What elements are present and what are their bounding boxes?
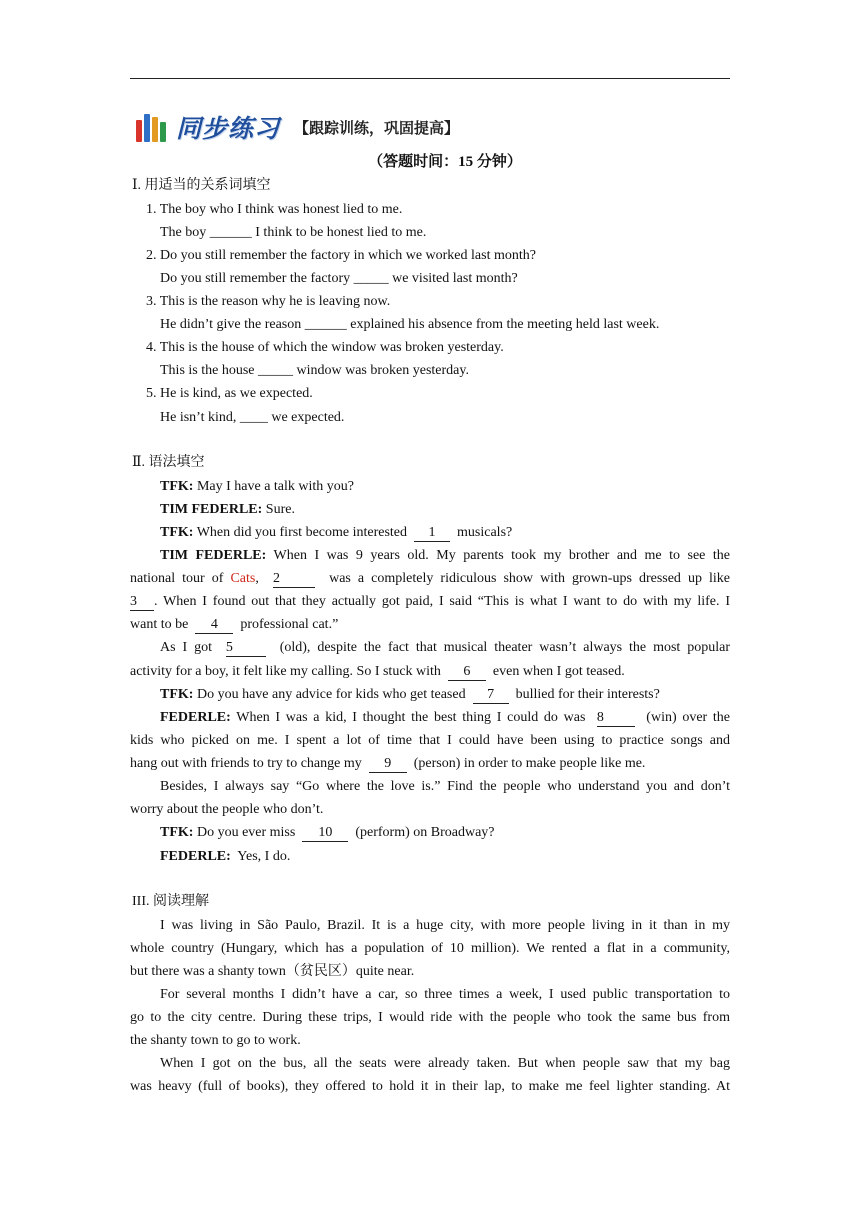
- passage-line: When I got on the bus, all the seats were already taken. But when people saw that my bag: [160, 1056, 730, 1071]
- dialogue-line: FEDERLE: Yes, I do.: [160, 849, 291, 864]
- dialogue-line: TFK: May I have a talk with you?: [160, 479, 355, 494]
- grammar-blank-4[interactable]: 4: [195, 616, 233, 634]
- dialogue-line: TIM FEDERLE: Sure.: [160, 502, 295, 517]
- dialogue-line: want to be 4 professional cat.”: [130, 617, 339, 632]
- grammar-blank-9[interactable]: 9: [369, 755, 407, 773]
- question-5-a: 5. He is kind, as we expected.: [146, 386, 313, 401]
- grammar-blank-1[interactable]: 1: [414, 524, 450, 542]
- answer-blank[interactable]: ____: [239, 410, 268, 425]
- dialogue-line: 3 . When I found out that they actually got paid, I said “This is what I want to do with my life. I: [130, 594, 730, 609]
- dialogue-line: Besides, I always say “Go where the love is.” Find the people who understand you and don’t: [160, 779, 730, 794]
- passage-line: go to the city centre. During these trips, I would ride with the people who took the same bus from: [130, 1010, 730, 1025]
- dialogue-line: worry about the people who don’t.: [130, 802, 324, 817]
- passage-line: For several months I didn’t have a car, so three times a week, I used public transportation to: [160, 987, 730, 1002]
- dialogue-line: TFK: When did you first become interested 1 musicals?: [160, 525, 513, 540]
- section-2-title: Ⅱ. 语法填空: [132, 455, 205, 470]
- passage-line: whole country (Hungary, which has a population of 10 million). We rented a flat in a community,: [130, 941, 730, 956]
- grammar-blank-2[interactable]: 2: [273, 570, 315, 588]
- grammar-blank-10[interactable]: 10: [302, 824, 348, 842]
- dialogue-line: national tour of Cats, 2 was a completely ridiculous show with grown-ups dressed up like: [130, 571, 731, 586]
- question-4-b: This is the house _____ window was broken yesterday.: [160, 363, 469, 378]
- grammar-blank-3[interactable]: 3: [130, 593, 154, 611]
- answer-blank[interactable]: _____: [353, 271, 389, 286]
- question-5-b: He isn’t kind, ____ we expected.: [160, 410, 345, 425]
- answer-blank[interactable]: ______: [304, 317, 347, 332]
- dialogue-line: FEDERLE: When I was a kid, I thought the best thing I could do was 8 (win) over the: [160, 710, 731, 725]
- books-icon: [136, 112, 174, 142]
- cats-title: Cats: [230, 571, 256, 586]
- question-2-a: 2. Do you still remember the factory in which we worked last month?: [146, 248, 536, 263]
- answer-blank[interactable]: _____: [258, 363, 293, 378]
- time-note: （答题时间：15 分钟）: [368, 154, 522, 170]
- question-1-b: The boy ______ I think to be honest lied to me.: [160, 225, 427, 240]
- grammar-blank-8[interactable]: 8: [597, 709, 635, 727]
- passage-line: the shanty town to go to work.: [130, 1033, 301, 1048]
- question-2-b: Do you still remember the factory _____ we visited last month?: [160, 271, 518, 286]
- banner-subtitle: 【跟踪训练，巩固提高】: [294, 118, 460, 137]
- dialogue-line: TIM FEDERLE: When I was 9 years old. My parents took my brother and me to see the: [160, 548, 730, 563]
- section-banner: [136, 111, 459, 143]
- question-1-a: 1. The boy who I think was honest lied to me.: [146, 202, 403, 217]
- grammar-blank-5[interactable]: 5: [226, 639, 266, 657]
- passage-line: but there was a shanty town（贫民区）quite near.: [130, 964, 415, 979]
- dialogue-line: TFK: Do you ever miss 10 (perform) on Broadway?: [160, 825, 495, 840]
- question-3-a: 3. This is the reason why he is leaving now.: [146, 294, 391, 309]
- answer-blank[interactable]: ______: [209, 225, 252, 240]
- section-3-title: III. 阅读理解: [132, 894, 209, 909]
- passage-line: I was living in São Paulo, Brazil. It is a huge city, with more people living in it than in my: [160, 918, 730, 933]
- dialogue-line: kids who picked on me. I spent a lot of time that I could have been using to practice songs and: [130, 733, 730, 748]
- section-1-title: Ⅰ. 用适当的关系词填空: [132, 178, 271, 193]
- question-4-a: 4. This is the house of which the window was broken yesterday.: [146, 340, 504, 355]
- dialogue-line: hang out with friends to try to change my 9 (person) in order to make people like me.: [130, 756, 646, 771]
- banner-title: 同步练习: [176, 114, 281, 143]
- grammar-blank-7[interactable]: 7: [473, 686, 509, 704]
- dialogue-line: activity for a boy, it felt like my calling. So I stuck with 6 even when I got teased.: [130, 664, 625, 679]
- question-3-b: He didn’t give the reason ______ explained his absence from the meeting held last week.: [160, 317, 660, 332]
- header-rule: [130, 78, 730, 79]
- dialogue-line: TFK: Do you have any advice for kids who get teased 7 bullied for their interests?: [160, 687, 660, 702]
- passage-line: was heavy (full of books), they offered to hold it in their lap, to make me feel lighter standing. At: [130, 1079, 730, 1094]
- dialogue-line: As I got 5 (old), despite the fact that musical theater wasn’t always the most popular: [160, 640, 730, 655]
- grammar-blank-6[interactable]: 6: [448, 663, 486, 681]
